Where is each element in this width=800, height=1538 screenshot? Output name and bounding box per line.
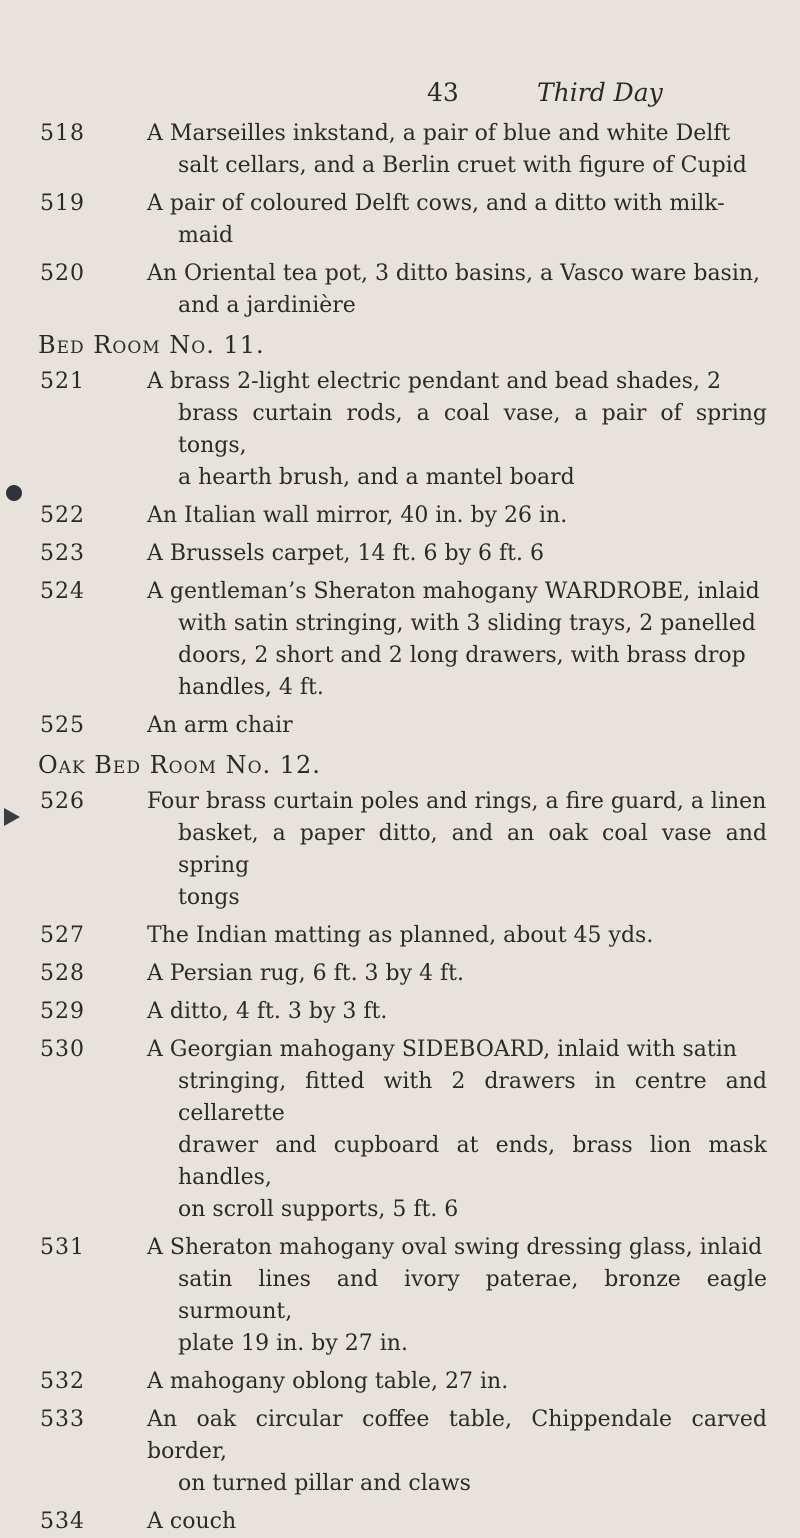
lot-number: 518 [40,121,85,146]
description-line: A brass 2-light electric pendant and bead shades, 2 [147,369,721,394]
lot-number: 527 [40,923,85,948]
lot-entry [0,1404,800,1500]
lot-number: 520 [40,261,85,286]
lot-number: 531 [40,1235,85,1260]
lot-number: 530 [40,1037,85,1062]
lot-description [147,786,767,914]
page-header [0,78,800,114]
lot-description [147,1366,767,1398]
lot-entry [0,958,800,990]
lot-description [147,996,767,1028]
lot-entry [0,1366,800,1398]
lot-number: 521 [40,369,85,394]
lot-entry [0,1232,800,1360]
description-line: Four brass curtain poles and rings, a fire guard, a linen [147,789,767,814]
lot-number: 523 [40,541,85,566]
description-line: brass curtain rods, a coal vase, a pair of spring tongs, [178,401,767,458]
lot-entry [0,500,800,532]
description-line: a hearth brush, and a mantel board [178,465,575,490]
lot-entry [0,920,800,952]
page-number: 43 [427,78,459,107]
lot-description [147,538,767,570]
lot-number: 526 [40,789,85,814]
lot-entry [0,996,800,1028]
lot-number: 534 [40,1509,85,1534]
description-line: tongs [178,885,240,910]
lot-description [147,710,767,742]
description-line: An oak circular coffee table, Chippendale carved border, [147,1407,767,1464]
lot-description [147,576,767,704]
description-line: An Italian wall mirror, 40 in. by 26 in. [147,503,568,528]
lot-description [147,1034,767,1226]
lot-description [147,958,767,990]
description-line: plate 19 in. by 27 in. [178,1331,408,1356]
description-line: on scroll supports, 5 ft. 6 [178,1197,459,1222]
lot-entry [0,576,800,704]
description-line: doors, 2 short and 2 long drawers, with brass drop [178,643,746,668]
description-line: and a jardinière [178,293,356,318]
lot-description [147,258,767,322]
margin-blot [6,485,22,501]
margin-arrow-mark [4,808,20,826]
description-line: stringing, fitted with 2 drawers in centre and cellarette [178,1069,767,1126]
description-line: salt cellars, and a Berlin cruet with figure of Cupid [178,153,747,178]
description-line: A Georgian mahogany SIDEBOARD, inlaid with satin [147,1037,737,1062]
lot-description [147,1404,767,1500]
description-line: A gentleman’s Sheraton mahogany WARDROBE, inlaid [147,579,760,604]
description-line: An arm chair [147,713,293,738]
description-line: A mahogany oblong table, 27 in. [147,1369,509,1394]
lot-description [147,1506,767,1538]
room-heading: Oak Bed Room No. 12. [38,751,321,779]
description-line: The Indian matting as planned, about 45 yds. [147,923,654,948]
room-heading: Bed Room No. 11. [38,331,265,359]
description-line: An Oriental tea pot, 3 ditto basins, a Vasco ware basin, [147,261,761,286]
lot-list [0,112,800,1538]
lot-number: 525 [40,713,85,738]
description-line: A pair of coloured Delft cows, and a ditto with milk- [147,191,725,216]
description-line: A ditto, 4 ft. 3 by 3 ft. [147,999,388,1024]
lot-entry [0,366,800,494]
lot-number: 529 [40,999,85,1024]
lot-entry [0,118,800,182]
description-line: A Marseilles inkstand, a pair of blue and white Delft [147,121,731,146]
lot-number: 533 [40,1407,85,1432]
description-line: A Sheraton mahogany oval swing dressing glass, inlaid [147,1235,763,1260]
lot-entry [0,188,800,252]
lot-number: 532 [40,1369,85,1394]
lot-description [147,920,767,952]
lot-description [147,1232,767,1360]
description-line: satin lines and ivory paterae, bronze eagle surmount, [178,1267,767,1324]
description-line: A Brussels carpet, 14 ft. 6 by 6 ft. 6 [147,541,544,566]
description-line: basket, a paper ditto, and an oak coal vase and spring [178,821,767,878]
lot-description [147,500,767,532]
description-line: A Persian rug, 6 ft. 3 by 4 ft. [147,961,465,986]
lot-number: 524 [40,579,85,604]
running-head: Third Day [537,78,663,107]
lot-description [147,188,767,252]
lot-entry [0,786,800,914]
lot-entry [0,258,800,322]
description-line: A couch [147,1509,237,1534]
description-line: with satin stringing, with 3 sliding trays, 2 panelled [178,611,756,636]
lot-number: 522 [40,503,85,528]
lot-entry [0,1506,800,1538]
lot-entry [0,710,800,742]
lot-description [147,118,767,182]
description-line: handles, 4 ft. [178,675,324,700]
lot-number: 519 [40,191,85,216]
lot-entry [0,538,800,570]
lot-number: 528 [40,961,85,986]
description-line: on turned pillar and claws [178,1471,471,1496]
description-line: maid [178,223,234,248]
lot-description [147,366,767,494]
lot-entry [0,1034,800,1226]
description-line: drawer and cupboard at ends, brass lion mask handles, [178,1133,767,1190]
